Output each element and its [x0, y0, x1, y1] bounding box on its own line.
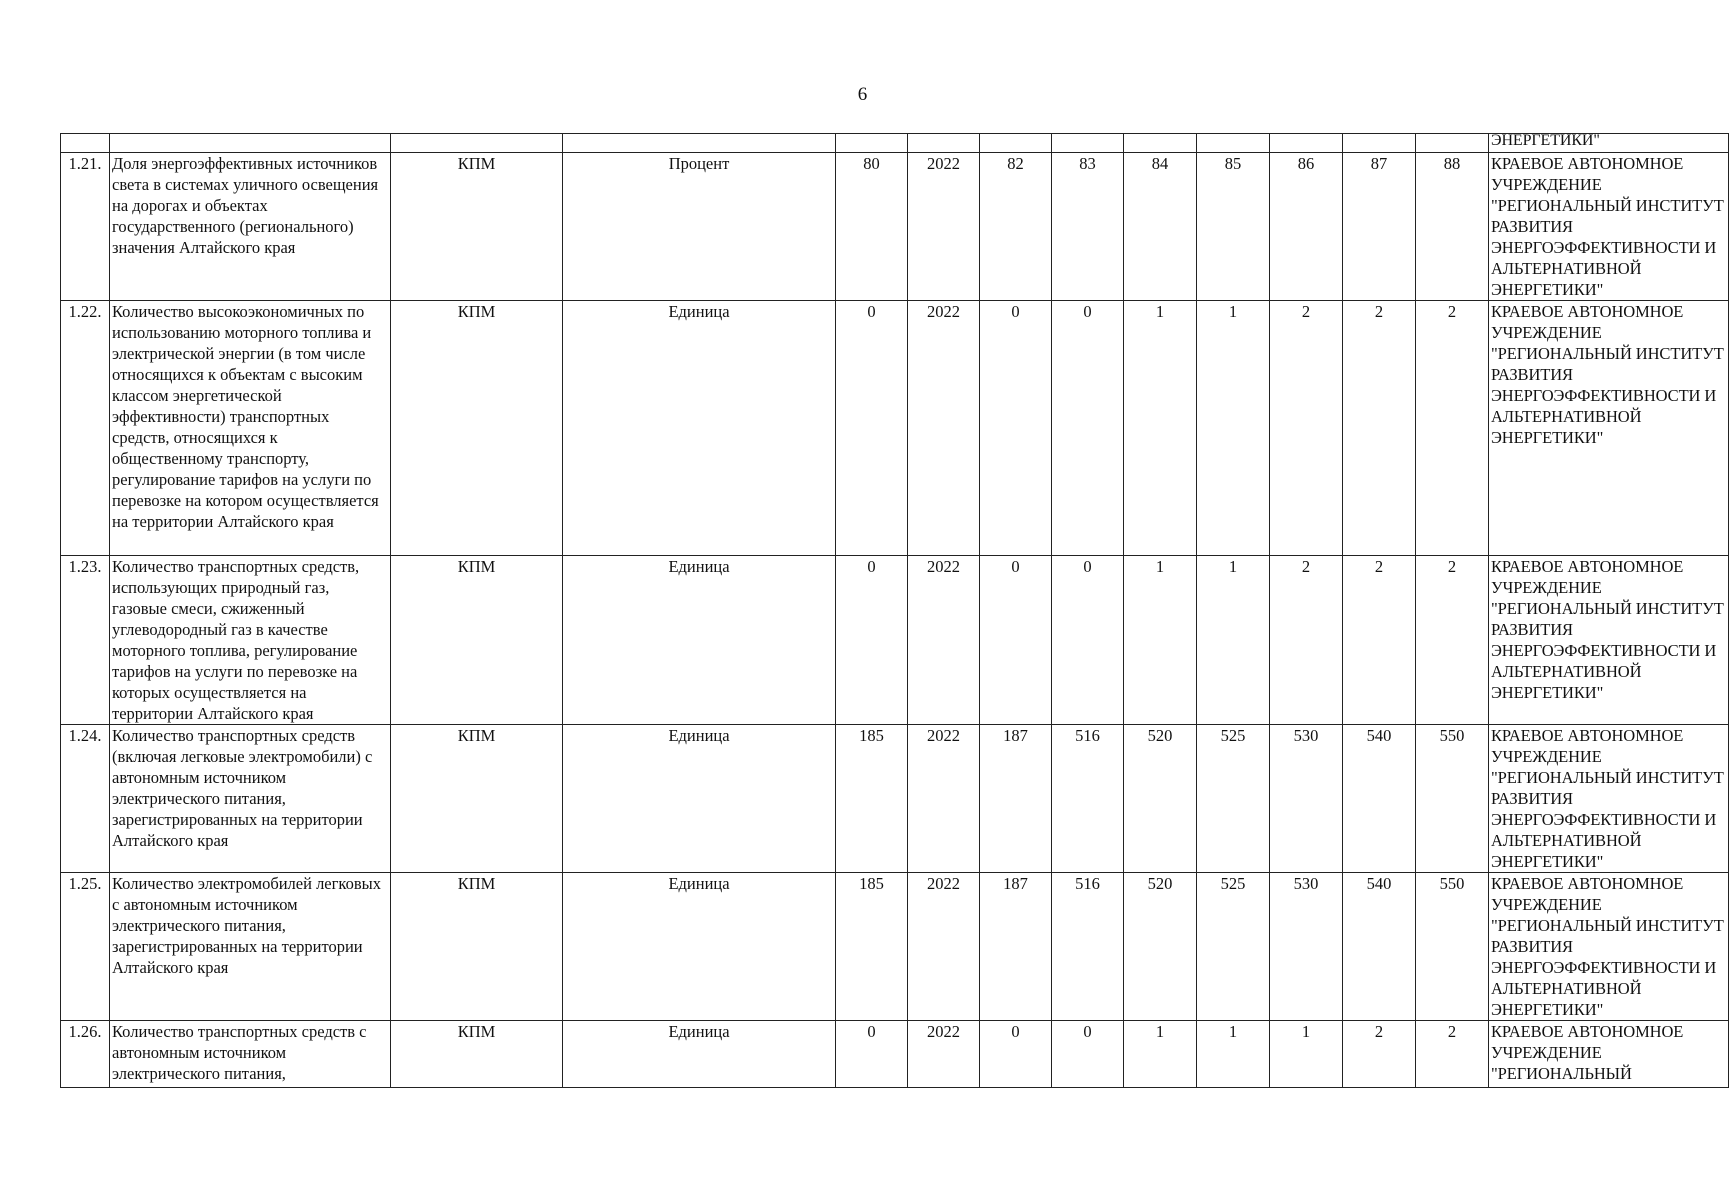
year-value: 84 — [1124, 153, 1197, 301]
responsible-organization: КРАЕВОЕ АВТОНОМНОЕ УЧРЕЖДЕНИЕ "РЕГИОНАЛЬНЫЙ ИНСТИТУТ РАЗВИТИЯ ЭНЕРГОЭФФЕКТИВНОСТИ И АЛЬТЕРНАТИВНОЙ ЭНЕРГЕТИКИ" — [1489, 556, 1729, 725]
base-year: 2022 — [908, 301, 980, 556]
year-value: 2 — [1416, 556, 1489, 725]
row-number: 1.24. — [61, 725, 110, 873]
indicator-name: Доля энергоэффективных источников света в системах уличного освещения на дорогах и объектах государственного (регионального) значения Алтайского края — [110, 153, 391, 301]
table-row — [61, 873, 1729, 1021]
responsible-organization: КРАЕВОЕ АВТОНОМНОЕ УЧРЕЖДЕНИЕ "РЕГИОНАЛЬНЫЙ — [1489, 1021, 1729, 1088]
base-value: 0 — [836, 301, 908, 556]
base-year: 2022 — [908, 725, 980, 873]
year-value: 516 — [1052, 873, 1124, 1021]
year-value: 1 — [1124, 301, 1197, 556]
base-value: 0 — [836, 556, 908, 725]
unit-of-measure: Единица — [563, 725, 836, 873]
year-value: 86 — [1270, 153, 1343, 301]
responsible-organization: КРАЕВОЕ АВТОНОМНОЕ УЧРЕЖДЕНИЕ "РЕГИОНАЛЬНЫЙ ИНСТИТУТ РАЗВИТИЯ ЭНЕРГОЭФФЕКТИВНОСТИ И АЛЬТЕРНАТИВНОЙ ЭНЕРГЕТИКИ" — [1489, 725, 1729, 873]
unit-of-measure: Единица — [563, 873, 836, 1021]
row-number: 1.21. — [61, 153, 110, 301]
responsible-organization: КРАЕВОЕ АВТОНОМНОЕ УЧРЕЖДЕНИЕ "РЕГИОНАЛЬНЫЙ ИНСТИТУТ РАЗВИТИЯ ЭНЕРГОЭФФЕКТИВНОСТИ И АЛЬТЕРНАТИВНОЙ ЭНЕРГЕТИКИ" — [1489, 301, 1729, 556]
base-year: 2022 — [908, 1021, 980, 1088]
base-value: 185 — [836, 725, 908, 873]
year-value: 2 — [1343, 1021, 1416, 1088]
indicator-name: Количество электромобилей легковых с автономным источником электрического питания, зарегистрированных на территории Алтайского края — [110, 873, 391, 1021]
year-value: 2 — [1343, 556, 1416, 725]
year-value: 82 — [980, 153, 1052, 301]
indicator-type: КПМ — [391, 725, 563, 873]
year-value: 516 — [1052, 725, 1124, 873]
unit-of-measure: Единица — [563, 556, 836, 725]
year-value: 83 — [1052, 153, 1124, 301]
year-value: 2 — [1416, 301, 1489, 556]
indicator-name: Количество высокоэкономичных по использованию моторного топлива и электрической энергии (в том числе относящихся к объектам с высоким классом энергетической эффективности) транспортных средств, относящихся к общественному транспорту, регулирование тарифов на услуги по перевозке на котором осуществляется на территории Алтайского края — [110, 301, 391, 556]
year-value: 0 — [1052, 556, 1124, 725]
year-value: 0 — [1052, 301, 1124, 556]
responsible-organization: КРАЕВОЕ АВТОНОМНОЕ УЧРЕЖДЕНИЕ "РЕГИОНАЛЬНЫЙ ИНСТИТУТ РАЗВИТИЯ ЭНЕРГОЭФФЕКТИВНОСТИ И АЛЬТЕРНАТИВНОЙ ЭНЕРГЕТИКИ" — [1489, 153, 1729, 301]
row-number: 1.25. — [61, 873, 110, 1021]
year-value: 1 — [1197, 556, 1270, 725]
indicator-type: КПМ — [391, 301, 563, 556]
responsible-organization: КРАЕВОЕ АВТОНОМНОЕ УЧРЕЖДЕНИЕ "РЕГИОНАЛЬНЫЙ ИНСТИТУТ РАЗВИТИЯ ЭНЕРГОЭФФЕКТИВНОСТИ И АЛЬТЕРНАТИВНОЙ ЭНЕРГЕТИКИ" — [1489, 873, 1729, 1021]
continuation-row — [61, 134, 1729, 153]
year-value: 88 — [1416, 153, 1489, 301]
year-value: 0 — [980, 1021, 1052, 1088]
year-value: 530 — [1270, 873, 1343, 1021]
table-row — [61, 153, 1729, 301]
year-value: 0 — [980, 301, 1052, 556]
year-value: 1 — [1197, 1021, 1270, 1088]
indicator-type: КПМ — [391, 153, 563, 301]
year-value: 85 — [1197, 153, 1270, 301]
year-value: 520 — [1124, 873, 1197, 1021]
base-value: 0 — [836, 1021, 908, 1088]
year-value: 2 — [1416, 1021, 1489, 1088]
year-value: 540 — [1343, 873, 1416, 1021]
year-value: 1 — [1197, 301, 1270, 556]
year-value: 1 — [1270, 1021, 1343, 1088]
row-number: 1.26. — [61, 1021, 110, 1088]
year-value: 1 — [1124, 1021, 1197, 1088]
responsible-continuation: ЭНЕРГЕТИКИ" — [1489, 134, 1729, 153]
base-year: 2022 — [908, 556, 980, 725]
indicator-name: Количество транспортных средств (включая легковые электромобили) с автономным источником электрического питания, зарегистрированных на территории Алтайского края — [110, 725, 391, 873]
table-row — [61, 1021, 1729, 1088]
year-value: 525 — [1197, 725, 1270, 873]
year-value: 530 — [1270, 725, 1343, 873]
indicator-type: КПМ — [391, 1021, 563, 1088]
table-row — [61, 301, 1729, 556]
year-value: 187 — [980, 873, 1052, 1021]
year-value: 1 — [1124, 556, 1197, 725]
year-value: 187 — [980, 725, 1052, 873]
unit-of-measure: Единица — [563, 1021, 836, 1088]
row-number: 1.22. — [61, 301, 110, 556]
unit-of-measure: Единица — [563, 301, 836, 556]
indicator-type: КПМ — [391, 873, 563, 1021]
year-value: 2 — [1343, 301, 1416, 556]
base-value: 80 — [836, 153, 908, 301]
year-value: 550 — [1416, 873, 1489, 1021]
year-value: 520 — [1124, 725, 1197, 873]
year-value: 0 — [980, 556, 1052, 725]
indicator-name: Количество транспортных средств с автономным источником электрического питания, — [110, 1021, 391, 1088]
base-year: 2022 — [908, 153, 980, 301]
page-number: 6 — [857, 84, 868, 105]
year-value: 0 — [1052, 1021, 1124, 1088]
table-row — [61, 556, 1729, 725]
year-value: 525 — [1197, 873, 1270, 1021]
year-value: 540 — [1343, 725, 1416, 873]
year-value: 550 — [1416, 725, 1489, 873]
indicators-table — [60, 133, 1729, 1088]
year-value: 2 — [1270, 301, 1343, 556]
year-value: 87 — [1343, 153, 1416, 301]
base-value: 185 — [836, 873, 908, 1021]
unit-of-measure: Процент — [563, 153, 836, 301]
base-year: 2022 — [908, 873, 980, 1021]
indicator-type: КПМ — [391, 556, 563, 725]
year-value: 2 — [1270, 556, 1343, 725]
table-row — [61, 725, 1729, 873]
row-number: 1.23. — [61, 556, 110, 725]
indicator-name: Количество транспортных средств, использующих природный газ, газовые смеси, сжиженный углеводородный газ в качестве моторного топлива, регулирование тарифов на услуги по перевозке на которых осуществляется на территории Алтайского края — [110, 556, 391, 725]
